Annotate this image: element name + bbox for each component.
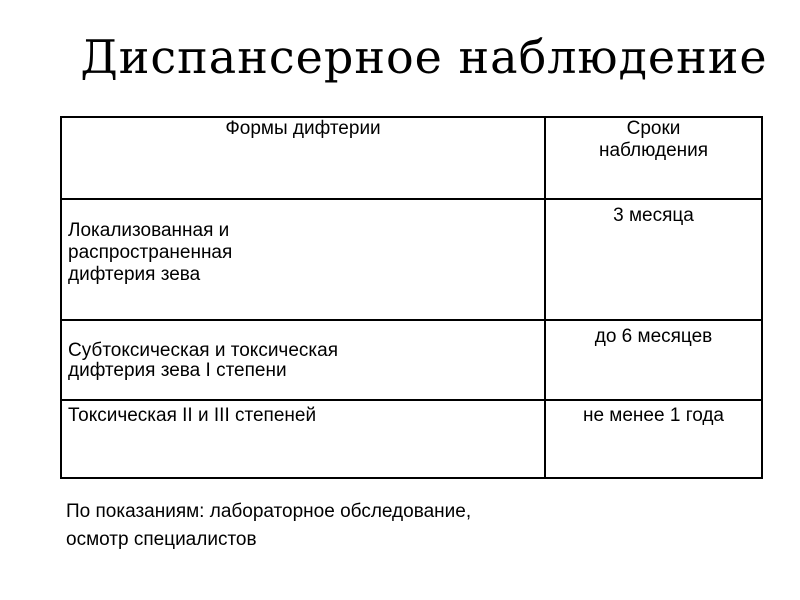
header-terms-line: Сроки xyxy=(626,118,681,139)
page-title: Диспансерное наблюдение xyxy=(80,30,768,84)
header-terms xyxy=(545,117,762,199)
form-line: дифтерия зева xyxy=(68,264,201,285)
header-forms: Формы дифтерии xyxy=(61,117,545,199)
table-header-row xyxy=(61,117,762,199)
table-row xyxy=(61,320,762,400)
header-terms-line: наблюдения xyxy=(598,140,709,161)
term-value: 3 месяца xyxy=(613,205,694,226)
form-cell xyxy=(61,400,545,478)
footnote-line: По показаниям: лабораторное обследование, xyxy=(66,501,472,522)
term-cell xyxy=(545,320,762,400)
footnote-line: осмотр специалистов xyxy=(66,529,257,550)
form-line: распространенная xyxy=(68,242,233,263)
form-line: Токсическая II и III степеней xyxy=(68,405,317,426)
term-value: не менее 1 года xyxy=(582,405,725,426)
footnote xyxy=(66,498,471,554)
observation-table xyxy=(60,116,763,479)
form-cell xyxy=(61,199,545,320)
form-line: Локализованная и xyxy=(68,220,230,241)
form-line: Субтоксическая и токсическая xyxy=(68,340,338,361)
form-line: дифтерия зева I степени xyxy=(68,360,287,381)
term-cell xyxy=(545,400,762,478)
table-row xyxy=(61,400,762,478)
term-value: до 6 месяцев xyxy=(594,326,713,347)
form-cell xyxy=(61,320,545,400)
table-row xyxy=(61,199,762,320)
term-cell xyxy=(545,199,762,320)
